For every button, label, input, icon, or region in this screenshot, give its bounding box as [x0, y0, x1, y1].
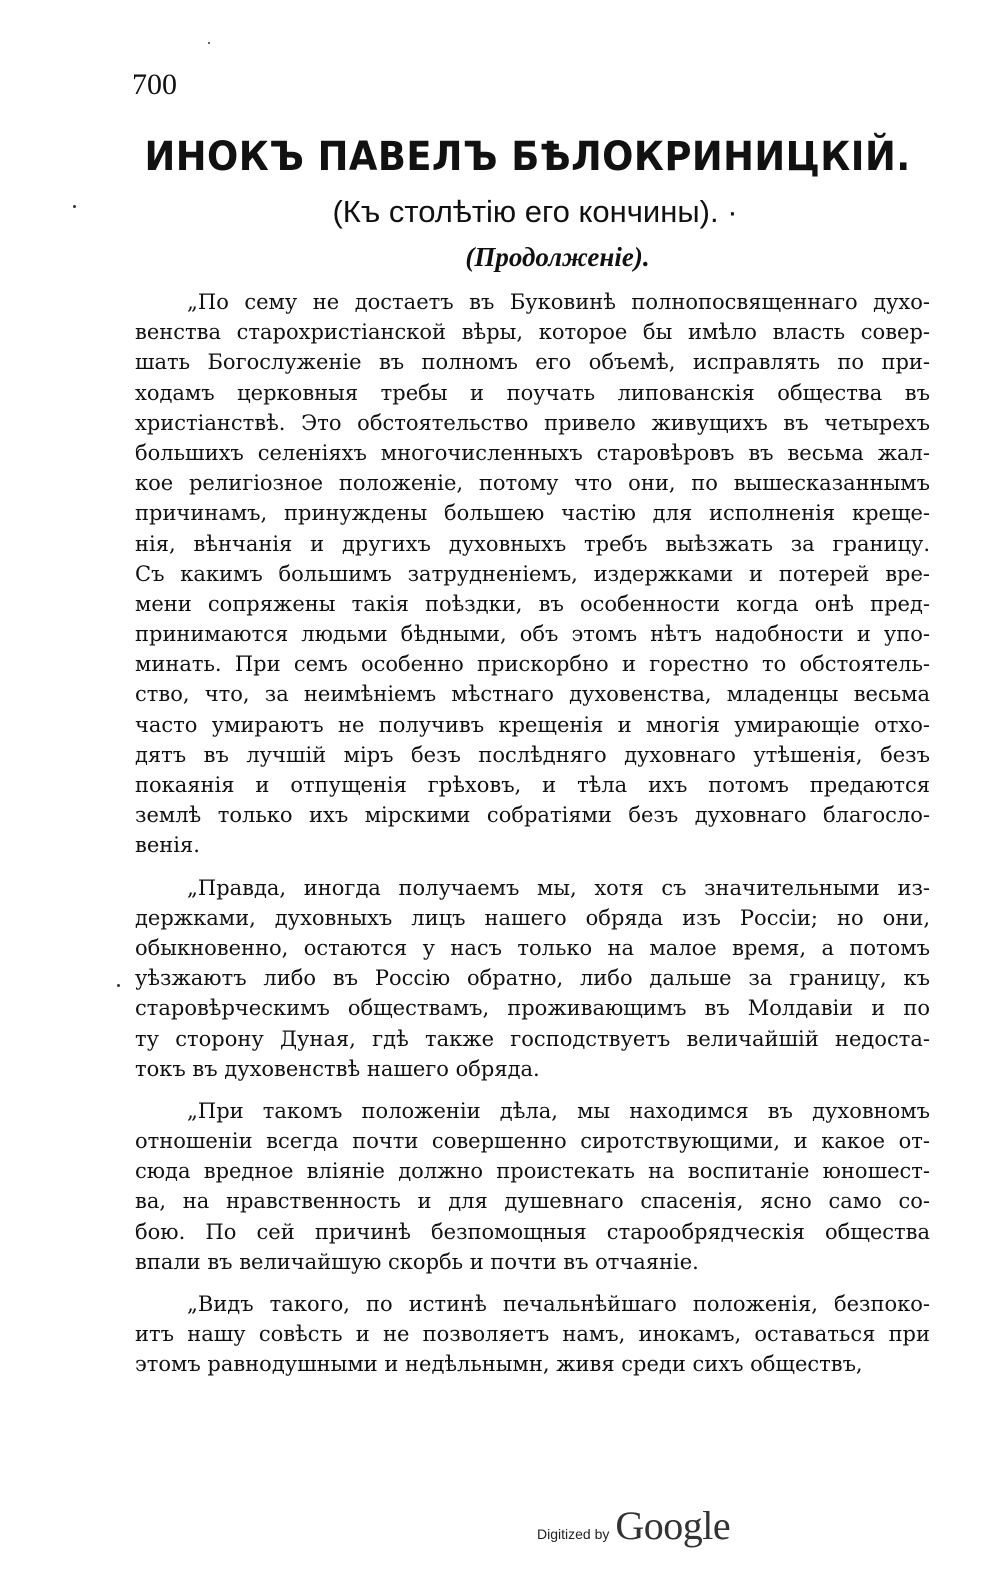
text-line: ва, на нравственность и для душевнаго спасенія, ясно само со- [135, 1189, 930, 1214]
text-line: землѣ только ихъ мірскими собратіями безъ духовнаго благосло- [135, 803, 930, 828]
text-line: венства старохристіанской вѣры, которое бы имѣло власть совер- [135, 320, 930, 345]
paragraph [135, 287, 930, 861]
text-line: ство, что, за неимѣніемъ мѣстнаго духовенства, младенцы весьма [135, 682, 930, 707]
page-number: 700 [132, 68, 177, 101]
text-line: старовѣрческимъ обществамъ, проживающимъ въ Молдавіи и по [135, 996, 930, 1021]
text-line: ту сторону Дуная, гдѣ также господствуетъ величайшій недоста- [135, 1026, 930, 1051]
text-line: бою. По сей причинѣ безпомощныя старообрядческія общества [135, 1219, 930, 1244]
text-line: итъ нашу совѣсть и не позволяетъ намъ, инокамъ, оставаться при [135, 1322, 930, 1347]
text-line: отношеніи всегда почти совершенно сиротствующими, и какое от- [135, 1129, 930, 1154]
text-line: кое религіозное положеніе, потому что они, по вышесказаннымъ [135, 471, 930, 496]
paragraph [135, 873, 930, 1084]
text-line: нія, вѣнчанія и другихъ духовныхъ требъ выѣзжать за границу. [135, 531, 930, 556]
text-line: часто умираютъ не получивъ крещенія и многія умирающіе отхо- [135, 712, 930, 737]
text-line: сюда вредное вліяніе должно проистекать на воспитаніе юношест- [135, 1159, 930, 1184]
article-title: ИНОКЪ ПАВЕЛЪ БѢЛОКРИНИЦКІЙ. [144, 134, 911, 180]
paragraph [135, 1096, 930, 1277]
text-line: ходамъ церковныя требы и поучать липованскія общества въ [135, 380, 930, 405]
text-line: мени сопряжены такія поѣздки, въ особенности когда онѣ пред- [135, 591, 930, 616]
text-line: уѣзжаютъ либо въ Россію обратно, либо дальше за границу, къ [135, 966, 930, 991]
text-line: большихъ селеніяхъ многочисленныхъ старовѣровъ въ весьма жал- [135, 440, 930, 465]
text-line: держками, духовныхъ лицъ нашего обряда изъ Россіи; но они, [135, 905, 930, 930]
paragraph [135, 1289, 930, 1380]
text-line: „При такомъ положеніи дѣла, мы находимся въ духовномъ [187, 1098, 930, 1123]
scan-speck [117, 984, 120, 987]
continued-note: (Продолженіе). [465, 242, 650, 272]
text-line: „Правда, иногда получаемъ мы, хотя съ значительными из- [187, 875, 930, 900]
text-line: принимаются людьми бѣдными, объ этомъ нѣтъ надобности и упо- [135, 622, 930, 647]
text-line: дятъ въ лучшій міръ безъ послѣдняго духовнаго утѣшенія, безъ [135, 742, 930, 767]
text-line: Съ какимъ большимъ затрудненіемъ, издержками и потерей вре- [135, 561, 930, 586]
digitized-label: Digitized by [537, 1526, 610, 1542]
text-line: покаянія и отпущенія грѣховъ, и тѣла ихъ потомъ предаются [135, 773, 930, 797]
text-line: христіанствѣ. Это обстоятельство привело живущихъ въ четырехъ [135, 410, 930, 435]
article-subtitle [0, 194, 1000, 230]
google-logo: Google [615, 1503, 731, 1548]
text-line: причинамъ, принуждены большею частію для исполненія креще- [135, 501, 930, 526]
text-line: „По сему не достаетъ въ Буковинѣ полнопосвященнаго духо- [187, 290, 930, 314]
scan-speck [73, 205, 76, 208]
text-line: токъ въ духовенствѣ нашего обряда. [135, 1056, 540, 1081]
text-line: обыкновенно, остаются у насъ только на малое время, а потомъ [135, 935, 930, 960]
text-line: минать. При семъ особенно прискорбно и горестно то обстоятель- [135, 652, 930, 677]
text-line: „Видъ такого, по истинѣ печальнѣйшаго положенія, безпоко- [187, 1292, 930, 1316]
body-text [135, 287, 930, 1392]
digitized-by-google [537, 1502, 730, 1549]
text-line: впали въ величайшую скорбь и почти въ отчаяніе. [135, 1249, 699, 1274]
subtitle-text: (Къ столѣтію его кончины). [332, 194, 719, 229]
text-line: этомъ равнодушными и недѣльнымн, живя среди сихъ обществъ, [135, 1352, 863, 1377]
text-line: венія. [135, 833, 200, 858]
scan-speck [208, 42, 210, 44]
text-line: шать Богослуженіе въ полномъ его объемѣ, исправлять по при- [135, 350, 930, 375]
subtitle-mark: · [727, 194, 738, 229]
